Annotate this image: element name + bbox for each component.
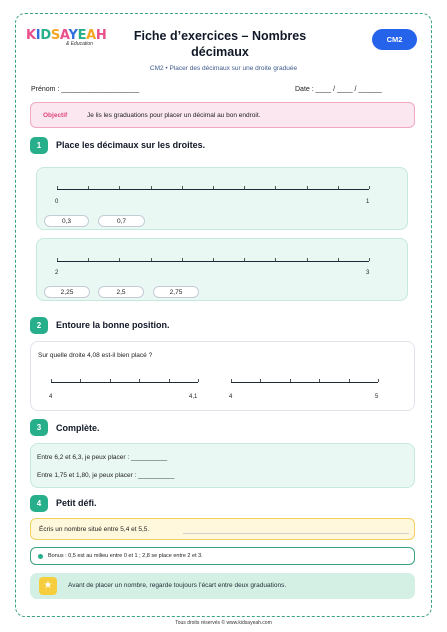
- tick-mark: [169, 379, 170, 382]
- logo-letter: K: [26, 28, 36, 43]
- tick-mark: [349, 379, 350, 382]
- logo-letter: Y: [68, 28, 78, 43]
- line-b-start-label: 4: [229, 394, 233, 400]
- defi-text: Écris un nombre situé entre 5,4 et 5,5.: [39, 526, 150, 533]
- tick-mark: [338, 186, 339, 189]
- number-line-box-2: [36, 238, 408, 301]
- tick-mark: [369, 258, 370, 261]
- logo-letter: I: [35, 28, 41, 43]
- logo-letter: A: [86, 28, 96, 43]
- tick-mark: [151, 186, 152, 189]
- section-2-number: 2: [30, 317, 48, 334]
- tick-mark: [57, 186, 58, 189]
- logo-letter: A: [59, 28, 69, 43]
- page-title: Fiche d’exercices – Nombres décimaux: [133, 29, 307, 59]
- number-line-b[interactable]: [231, 382, 378, 383]
- tick-mark: [307, 186, 308, 189]
- logo-letter: E: [77, 28, 87, 43]
- tick-mark: [244, 186, 245, 189]
- tick-mark: [275, 186, 276, 189]
- level-badge: CM2: [372, 29, 417, 50]
- tick-mark: [244, 258, 245, 261]
- tick-mark: [378, 379, 379, 382]
- logo-letter: D: [40, 28, 51, 43]
- complete-question-2[interactable]: Entre 1,75 et 1,80, je peux placer : __________: [37, 472, 175, 479]
- value-pill: 2,25: [44, 286, 90, 298]
- tick-mark: [290, 379, 291, 382]
- line-a-end-label: 4,1: [189, 394, 198, 400]
- question-text: Sur quelle droite 4,08 est-il bien placé ?: [38, 352, 153, 359]
- tick-mark: [88, 258, 89, 261]
- section-4-title: Petit défi.: [56, 498, 97, 508]
- bonus-text: Bonus : 0,5 est au milieu entre 0 et 1 ; 2,8 se place entre 2 et 3.: [48, 553, 203, 559]
- date-field: Date : ____ / ____ / ______: [295, 86, 382, 93]
- section-3-number: 3: [30, 419, 48, 436]
- section-3-title: Complète.: [56, 423, 100, 433]
- objectif-tag: Objectif: [43, 112, 68, 119]
- value-pill: 0,7: [98, 215, 145, 227]
- kidsayeah-logo: [26, 28, 114, 50]
- complete-box: [30, 443, 415, 488]
- number-line-box-1: [36, 167, 408, 230]
- tick-mark: [110, 379, 111, 382]
- bullet-icon: [38, 554, 43, 559]
- tick-mark: [319, 379, 320, 382]
- line2-start-label: 2: [55, 270, 59, 276]
- number-line-2-3: [57, 261, 369, 262]
- tick-mark: [213, 186, 214, 189]
- value-pill: 0,3: [44, 215, 89, 227]
- tick-mark: [57, 258, 58, 261]
- tick-mark: [182, 258, 183, 261]
- section-4-number: 4: [30, 495, 48, 512]
- line2-end-label: 3: [366, 270, 370, 276]
- tick-mark: [275, 258, 276, 261]
- line1-end-label: 1: [366, 199, 370, 205]
- question-box: [30, 341, 415, 411]
- section-1-title: Place les décimaux sur les droites.: [56, 140, 206, 150]
- tick-mark: [307, 258, 308, 261]
- complete-question-1[interactable]: Entre 6,2 et 6,3, je peux placer : __________: [37, 454, 168, 461]
- number-line-a[interactable]: [51, 382, 198, 383]
- defi-box: [30, 518, 415, 540]
- section-1-number: 1: [30, 137, 48, 154]
- logo-subtitle: & Education: [66, 41, 93, 47]
- bonus-box: [30, 547, 415, 565]
- line1-start-label: 0: [55, 199, 59, 205]
- objectif-text: Je lis les graduations pour placer un décimal au bon endroit.: [87, 112, 261, 119]
- tick-mark: [213, 258, 214, 261]
- tick-mark: [51, 379, 52, 382]
- tick-mark: [231, 379, 232, 382]
- tick-mark: [198, 379, 199, 382]
- answer-line[interactable]: [183, 533, 409, 534]
- star-icon: ★: [39, 577, 57, 595]
- tick-mark: [88, 186, 89, 189]
- tick-mark: [260, 379, 261, 382]
- logo-letter: H: [95, 28, 107, 43]
- tick-mark: [182, 186, 183, 189]
- tip-box: [30, 573, 415, 599]
- page-subtitle: CM2 • Placer des décimaux sur une droite graduée: [149, 65, 298, 72]
- line-b-end-label: 5: [375, 394, 379, 400]
- value-pill: 2,75: [153, 286, 199, 298]
- tick-mark: [151, 258, 152, 261]
- objectif-box: [30, 102, 415, 128]
- tick-mark: [119, 186, 120, 189]
- tick-mark: [139, 379, 140, 382]
- footer-copyright: Tous droits réservés © www.kidsayeah.com: [175, 620, 272, 626]
- value-pill: 2,5: [98, 286, 144, 298]
- tip-text: Avant de placer un nombre, regarde toujours l’écart entre deux graduations.: [68, 582, 287, 589]
- line-a-start-label: 4: [49, 394, 53, 400]
- name-field: Prénom : ____________________: [31, 86, 140, 93]
- tick-mark: [119, 258, 120, 261]
- tick-mark: [369, 186, 370, 189]
- tick-mark: [338, 258, 339, 261]
- section-2-title: Entoure la bonne position.: [56, 320, 170, 330]
- tick-mark: [80, 379, 81, 382]
- logo-letter: S: [50, 28, 60, 43]
- number-line-0-1: [57, 189, 369, 190]
